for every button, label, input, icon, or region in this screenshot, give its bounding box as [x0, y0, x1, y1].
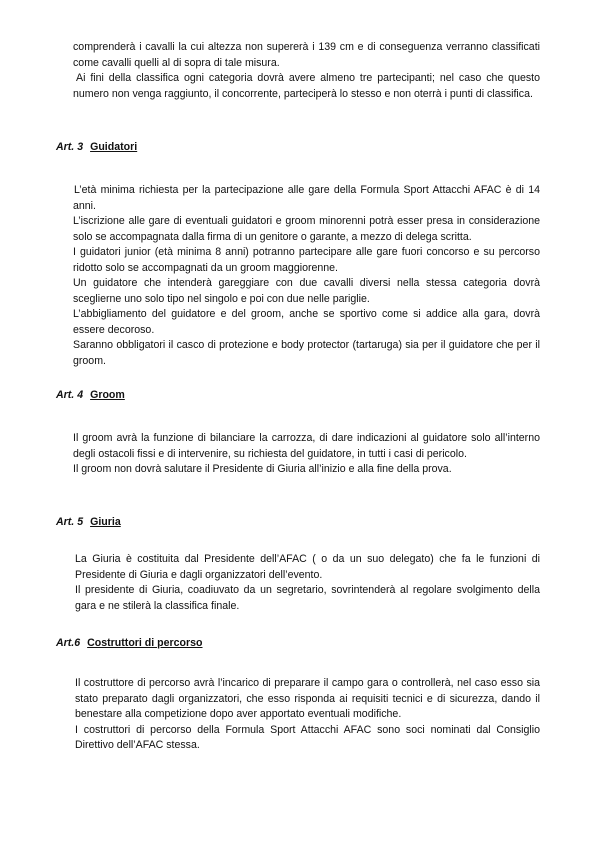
article-number: Art. 4: [56, 389, 84, 401]
article-number: Art. 5: [56, 516, 84, 528]
article-6-heading: [56, 636, 203, 650]
article-paragraph: Un guidatore che intenderà gareggiare con due cavalli diversi nella stessa categoria dovrà sceglierne uno solo tipo nel singolo e poi con due nelle pariglie.: [73, 277, 540, 305]
intro-paragraph: Ai fini della classifica ogni categoria dovrà avere almeno tre partecipanti; nel caso che questo numero non venga raggiunto, il concorrente, parteciperà lo stesso e non oterrà i punti di classifica.: [73, 72, 540, 100]
article-paragraph: L’età minima richiesta per la partecipazione alle gare della Formula Sport Attacchi AFAC è di 14 anni.: [73, 184, 540, 212]
article-6-body: [75, 676, 540, 754]
article-4-heading: [56, 388, 125, 402]
intro-text: [73, 40, 540, 102]
article-paragraph: Il presidente di Giuria, coadiuvato da un segretario, sovrintenderà al regolare svolgimento della gara e ne stilerà la classifica finale.: [75, 584, 540, 612]
article-number: Art.6: [56, 637, 81, 649]
article-paragraph: Il costruttore di percorso avrà l’incarico di preparare il campo gara o controllerà, nel caso esso sia stato preparato dagli organizzatori, che esso risponda ai requisiti tecnici e di sicurezza, dando il benestare alla competizione dopo aver apportato eventuali modifiche.: [75, 677, 540, 720]
article-title: Guidatori: [90, 141, 138, 153]
article-title: Giuria: [90, 516, 121, 528]
article-title: Costruttori di percorso: [87, 637, 203, 649]
article-paragraph: L’abbigliamento del guidatore e del groom, anche se sportivo come si addice alla gara, dovrà essere decoroso.: [73, 308, 540, 336]
article-title: Groom: [90, 389, 125, 401]
article-3-heading: [56, 140, 137, 154]
article-paragraph: Saranno obbligatori il casco di protezione e body protector (tartaruga) sia per il guidatore che per il groom.: [73, 339, 540, 367]
intro-paragraph: comprenderà i cavalli la cui altezza non supererà i 139 cm e di conseguenza verranno classificati come cavalli quelli al di sopra di tale misura.: [73, 41, 540, 69]
article-paragraph: L’iscrizione alle gare di eventuali guidatori e groom minorenni potrà esser presa in considerazione solo se accompagnata dalla firma di un genitore o garante, a mezzo di delega scritta.: [73, 215, 540, 243]
article-paragraph: La Giuria è costituita dal Presidente dell’AFAC ( o da un suo delegato) che fa le funzioni di Presidente di Giuria e dagli organizzatori dell’evento.: [75, 553, 540, 581]
article-3-body: [73, 183, 540, 369]
article-paragraph: Il groom avrà la funzione di bilanciare la carrozza, di dare indicazioni al guidatore solo all’interno degli ostacoli fissi e di intervenire, su richiesta del guidatore, in tutti i casi di pericolo.: [73, 432, 540, 460]
article-paragraph: I guidatori junior (età minima 8 anni) potranno partecipare alle gare fuori concorso e su percorso ridotto solo se accompagnati da un groom maggiorenne.: [73, 246, 540, 274]
article-5-heading: [56, 515, 121, 529]
article-paragraph: Il groom non dovrà salutare il Presidente di Giuria all’inizio e alla fine della prova.: [73, 463, 452, 475]
article-paragraph: I costruttori di percorso della Formula Sport Attacchi AFAC sono soci nominati dal Consiglio Direttivo dell’AFAC stessa.: [75, 723, 540, 751]
article-number: Art. 3: [56, 141, 84, 153]
article-4-body: [73, 431, 540, 478]
article-5-body: [75, 552, 540, 614]
